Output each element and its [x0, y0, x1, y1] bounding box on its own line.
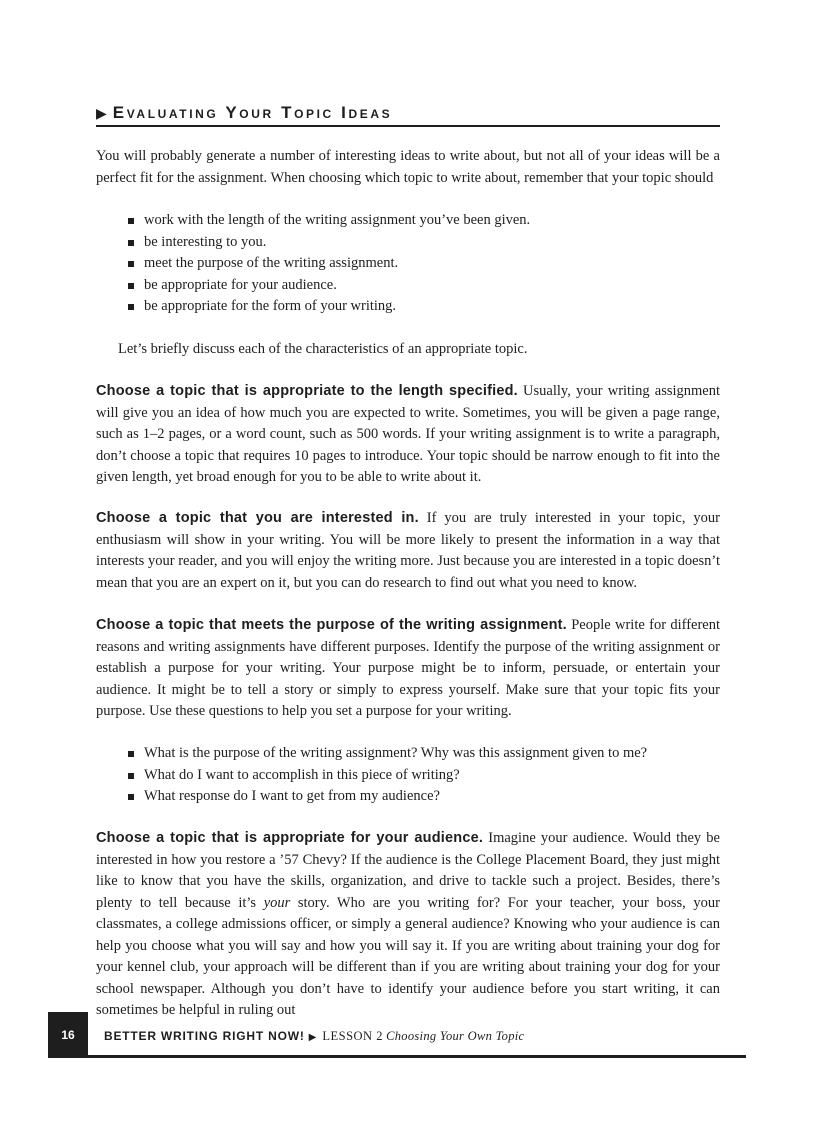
- list-item: be appropriate for the form of your writing.: [126, 296, 720, 318]
- list-item: What is the purpose of the writing assignment? Why was this assignment given to me?: [126, 743, 720, 765]
- list-item: be appropriate for your audience.: [126, 275, 720, 297]
- right-triangle-icon: ▶: [308, 1032, 317, 1043]
- list-item: What response do I want to get from my audience?: [126, 786, 720, 808]
- audience-text-2: story. Who are you writing for? For your teacher, your boss, your classmates, a college admissions officer, or simply a general audience? Knowing who your audience is can help you choose what you will say and how you will say it. If you are writing about training your dog for your kennel club, your approach will be different than if you are writing about training your dog for your school newspaper. Although you don’t have to identify your audience before you start writing, it can sometimes be helpful in ruling out: [96, 894, 720, 1018]
- intro-paragraph: You will probably generate a number of interesting ideas to write about, but not all of your ideas will be a perfect fit for the assignment. When choosing which topic to write about, remember that your topic should: [96, 148, 720, 186]
- transition-paragraph: Let’s briefly discuss each of the characteristics of an appropriate topic.: [118, 341, 528, 357]
- interest-text: If you are truly interested in your topic, your enthusiasm will show in your writing. You will be more likely to present the information in a way that interests your reader, and you will enjoy the writing more. Just because you are interested in a topic doesn’t mean that you are an expert on it, but you can do research to find out what you need to know.: [96, 510, 720, 591]
- length-text: Usually, your writing assignment will give you an idea of how much you are expected to write. Sometimes, you will be given a page range, such as 1–2 pages, or a word count, such as 500 words. If your writing assignment is to write a paragraph, don’t choose a topic that requires 10 pages to introduce. Your topic should be narrow enough to fit into the given length, yet broad enough for you to be able to write about it.: [96, 383, 721, 485]
- audience-emphasis: your: [263, 894, 291, 911]
- topic-criteria-list: [126, 210, 720, 318]
- lesson-title: Choosing Your Own Topic: [386, 1029, 525, 1043]
- audience-paragraph: [96, 828, 720, 1022]
- right-triangle-icon: ▶: [96, 105, 107, 121]
- page-number: 16: [48, 1012, 88, 1058]
- list-item: be interesting to you.: [126, 232, 720, 254]
- list-item: work with the length of the writing assignment you’ve been given.: [126, 210, 720, 232]
- section-heading: [96, 103, 720, 127]
- interest-lead: Choose a topic that you are interested in.: [96, 510, 419, 526]
- audience-text-1: Imagine your audience. Would they be interested in how you restore a ’57 Chevy? If the audience is the College Placement Board, they just might like to know that you have the skills, organization, and drive to tackle such a project. Besides, there’s plenty to tell because it’s: [96, 830, 720, 911]
- footer-rule: [48, 1055, 746, 1058]
- purpose-questions-list: [126, 743, 720, 808]
- list-item: meet the purpose of the writing assignment.: [126, 253, 720, 275]
- section-heading-text: Evaluating Your Topic Ideas: [112, 103, 393, 122]
- interest-paragraph: [96, 508, 720, 594]
- purpose-paragraph: [96, 615, 720, 723]
- length-paragraph: [96, 381, 720, 489]
- audience-lead: Choose a topic that is appropriate for your audience.: [96, 830, 484, 846]
- purpose-lead: Choose a topic that meets the purpose of the writing assignment.: [96, 617, 567, 633]
- list-item: What do I want to accomplish in this piece of writing?: [126, 765, 720, 787]
- purpose-text: People write for different reasons and writing assignments have different purposes. Identify the purpose of the writing assignment or establish a purpose for your writing. Your purpose might be to inform, persuade, or entertain your audience. It might be to tell a story or simply to express yourself. Make sure that your topic fits your purpose. Use these questions to help you set a purpose for your writing.: [96, 617, 720, 719]
- running-footer: [104, 1027, 524, 1045]
- series-title: BETTER WRITING RIGHT NOW!: [104, 1029, 305, 1043]
- length-lead: Choose a topic that is appropriate to the length specified.: [96, 383, 518, 399]
- lesson-label: LESSON 2: [322, 1029, 383, 1043]
